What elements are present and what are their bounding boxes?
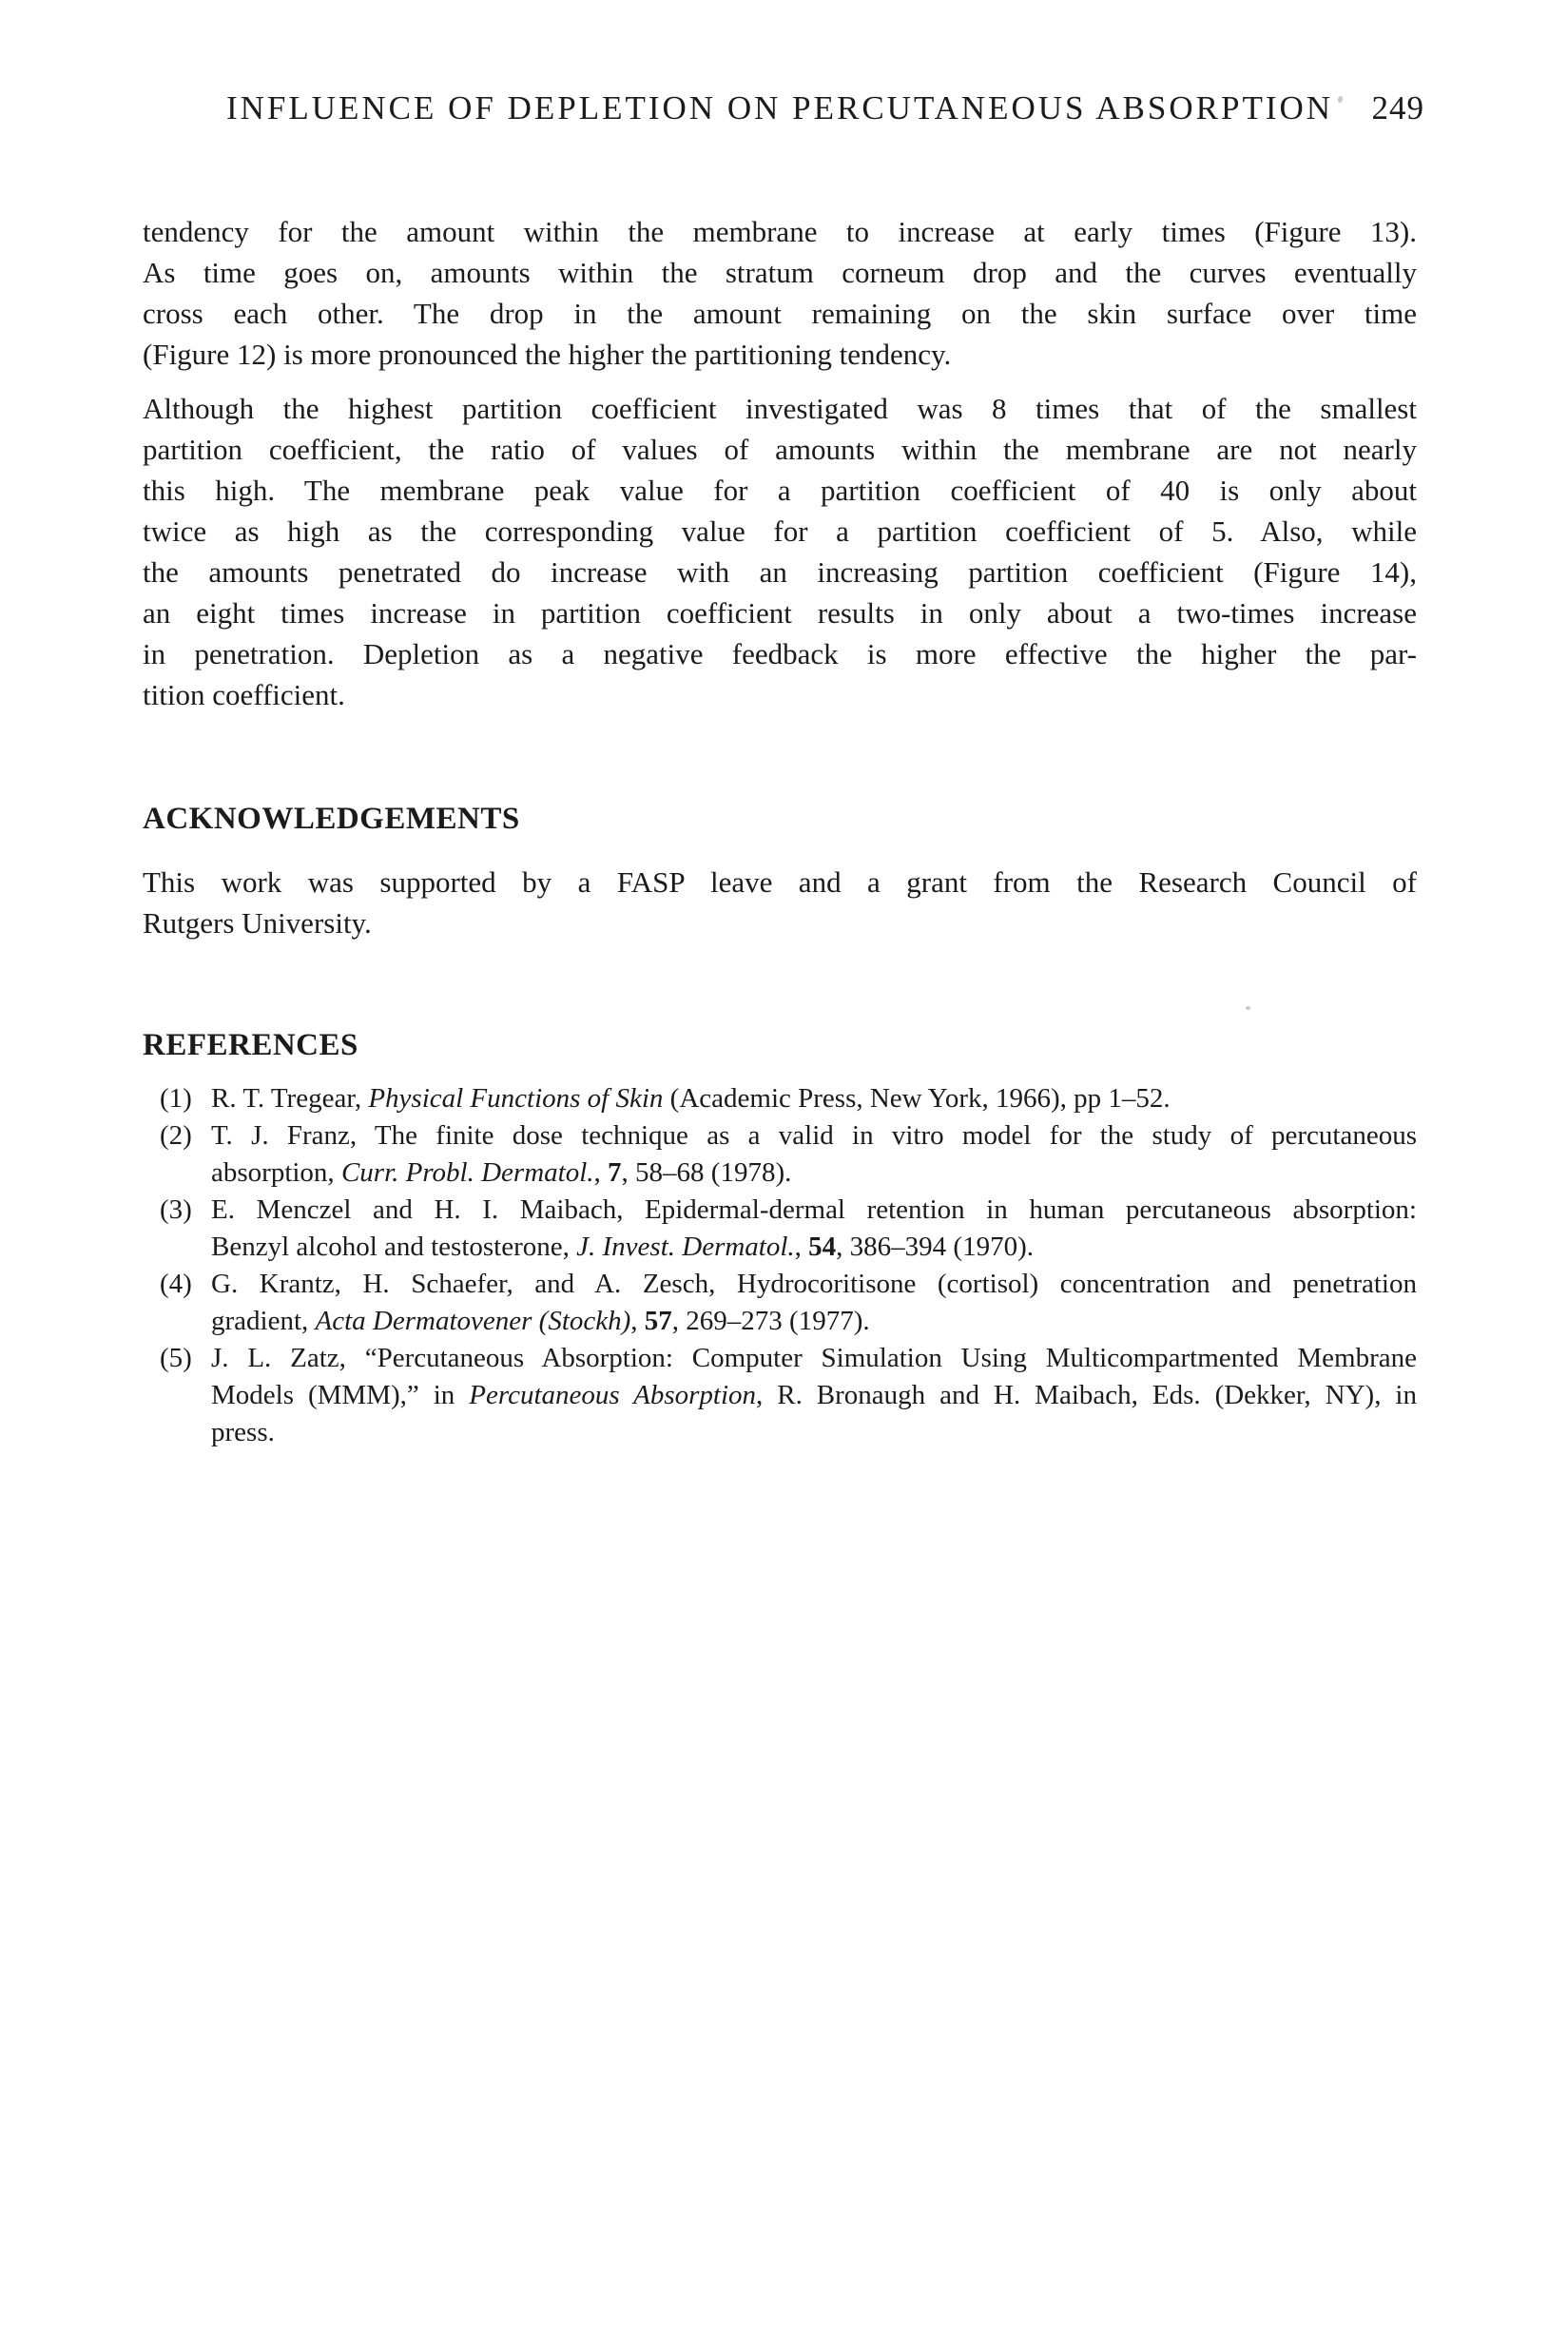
- text-segment: , R. Bronaugh and H. Maibach, Eds. (Dekker, NY), in: [756, 1380, 1417, 1410]
- text-line: tendency for the amount within the membrane to increase at early times (Figure 13).: [143, 215, 1417, 248]
- text-segment: , 386–394 (1970).: [836, 1232, 1034, 1262]
- text-line: tition coefficient.: [143, 678, 345, 711]
- text-segment: G. Krantz, H. Schaefer, and A. Zesch, Hydrocoritisone (cortisol) concentration and penetration: [211, 1269, 1417, 1299]
- page-number: 249: [1371, 89, 1424, 126]
- reference-item: [143, 1080, 1417, 1117]
- italic-text: Percutaneous Absorption: [469, 1380, 757, 1410]
- text-line: [211, 1229, 1417, 1266]
- reference-number: (1): [160, 1083, 192, 1114]
- bold-volume-number: 7: [608, 1157, 622, 1188]
- reference-number: (2): [160, 1120, 192, 1151]
- text-segment: , 58–68 (1978).: [621, 1157, 792, 1188]
- text-line: [211, 1340, 1417, 1377]
- text-segment: press.: [211, 1417, 275, 1447]
- references-heading: REFERENCES: [143, 1028, 358, 1062]
- text-line: (Figure 12) is more pronounced the higher the partitioning tendency.: [143, 338, 952, 371]
- references-list: [143, 1080, 1417, 1451]
- text-segment: ,: [630, 1306, 645, 1336]
- reference-item: [143, 1117, 1417, 1192]
- text-line: [211, 1377, 1417, 1414]
- text-line: [211, 1414, 1417, 1451]
- body-paragraph: [143, 211, 1417, 375]
- text-line: in penetration. Depletion as a negative feedback is more effective the higher the par-: [143, 637, 1417, 670]
- text-segment: R. T. Tregear,: [211, 1083, 369, 1114]
- bold-volume-number: 57: [644, 1306, 672, 1336]
- text-line: an eight times increase in partition coefficient results in only about a two-times increase: [143, 596, 1417, 630]
- text-line: [211, 1266, 1417, 1303]
- text-line: cross each other. The drop in the amount remaining on the skin surface over time: [143, 297, 1417, 330]
- reference-number: (3): [160, 1194, 192, 1225]
- text-line: [211, 1192, 1417, 1229]
- text-segment: Benzyl alcohol and testosterone,: [211, 1232, 577, 1262]
- acknowledgements-heading: ACKNOWLEDGEMENTS: [143, 802, 520, 836]
- text-segment: J. L. Zatz, “Percutaneous Absorption: Computer Simulation Using Multicompartmented Membrane: [211, 1343, 1417, 1373]
- text-line: As time goes on, amounts within the stratum corneum drop and the curves eventually: [143, 256, 1417, 289]
- text-line: the amounts penetrated do increase with an increasing partition coefficient (Figure 14),: [143, 555, 1417, 589]
- text-line: twice as high as the corresponding value for a partition coefficient of 5. Also, while: [143, 514, 1417, 548]
- bold-volume-number: 54: [808, 1232, 837, 1262]
- italic-text: J. Invest. Dermatol.: [576, 1232, 795, 1262]
- text-segment: (Academic Press, New York, 1966), pp 1–52.: [663, 1083, 1171, 1114]
- reference-number: (4): [160, 1269, 192, 1299]
- italic-text: Curr. Probl. Dermatol.: [340, 1157, 594, 1188]
- text-line: this high. The membrane peak value for a partition coefficient of 40 is only about: [143, 474, 1417, 507]
- text-segment: Models (MMM),” in: [211, 1380, 470, 1410]
- text-line: [211, 1080, 1417, 1117]
- text-segment: absorption,: [211, 1157, 341, 1188]
- text-segment: ,: [794, 1232, 809, 1262]
- text-line: This work was supported by a FASP leave and a grant from the Research Council of: [143, 865, 1417, 899]
- text-segment: gradient,: [211, 1306, 316, 1336]
- reference-item: [143, 1192, 1417, 1266]
- reference-item: [143, 1266, 1417, 1340]
- italic-text: Physical Functions of Skin: [368, 1083, 664, 1114]
- text-segment: ,: [593, 1157, 609, 1188]
- text-line: [211, 1303, 1417, 1340]
- running-head-title: INFLUENCE OF DEPLETION ON PERCUTANEOUS ABSORPTION: [225, 89, 1334, 126]
- body-paragraph: [143, 388, 1417, 715]
- text-segment: T. J. Franz, The finite dose technique as a valid in vitro model for the study of percutaneous: [211, 1120, 1417, 1151]
- scan-artifact: [1246, 1006, 1250, 1010]
- acknowledgements-paragraph: [143, 862, 1417, 943]
- text-line: partition coefficient, the ratio of values of amounts within the membrane are not nearly: [143, 433, 1417, 466]
- text-segment: E. Menczel and H. I. Maibach, Epidermal-dermal retention in human percutaneous absorption:: [211, 1194, 1417, 1225]
- text-segment: , 269–273 (1977).: [671, 1306, 870, 1336]
- reference-item: [143, 1340, 1417, 1451]
- reference-number: (5): [160, 1343, 192, 1373]
- text-line: [211, 1117, 1417, 1155]
- text-line: Although the highest partition coefficient investigated was 8 times that of the smallest: [143, 392, 1417, 425]
- italic-text: Acta Dermatovener (Stockh): [315, 1306, 631, 1336]
- text-line: [211, 1155, 1417, 1192]
- text-line: Rutgers University.: [143, 906, 372, 940]
